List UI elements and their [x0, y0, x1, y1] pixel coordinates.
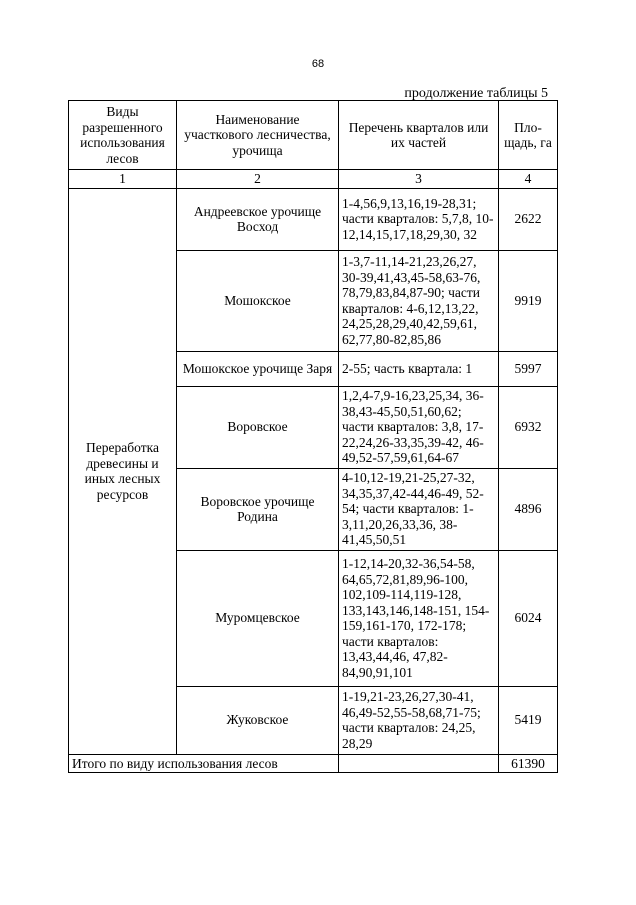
forestry-name: Муромцевское [177, 550, 339, 686]
table-header-row [69, 101, 558, 170]
header-area: Пло-щадь, га [499, 101, 558, 170]
quarters-list: 4-10,12-19,21-25,27-32, 34,35,37,42-44,46-49, 52-54; части кварталов: 1-3,11,20,26,33,36, 38-41,45,50,51 [339, 468, 499, 550]
forestry-name: Мошокское [177, 250, 339, 351]
area-value: 4896 [499, 468, 558, 550]
quarters-list: 1-3,7-11,14-21,23,26,27, 30-39,41,43,45-58,63-76, 78,79,83,84,87-90; части кварталов: 4-6,12,13,22, 24,25,28,29,40,42,59,61, 62,77,80-82,85,86 [339, 250, 499, 351]
table-row [69, 188, 558, 250]
total-empty-cell [339, 754, 499, 773]
usage-type-cell: Переработка древесины и иных лесных ресурсов [69, 188, 177, 754]
forestry-name: Андреевское урочище Восход [177, 188, 339, 250]
area-value: 2622 [499, 188, 558, 250]
area-value: 6024 [499, 550, 558, 686]
header-usage-type: Виды разрешенного использования лесов [69, 101, 177, 170]
column-number: 1 [69, 170, 177, 189]
forestry-name: Воровское урочище Родина [177, 468, 339, 550]
area-value: 5419 [499, 686, 558, 754]
page-number: 68 [311, 58, 325, 70]
table-continuation-caption: продолжение таблицы 5 [404, 86, 548, 101]
quarters-list: 1-12,14-20,32-36,54-58, 64,65,72,81,89,96-100, 102,109-114,119-128, 133,143,146,148-151, 154-159,161-170, 172-178; части кварталов: 13,43,44,46, 47,82-84,90,91,101 [339, 550, 499, 686]
column-number: 3 [339, 170, 499, 189]
header-quarters-list: Перечень кварталов или их частей [339, 101, 499, 170]
quarters-list: 1-19,21-23,26,27,30-41, 46,49-52,55-58,68,71-75; части кварталов: 24,25, 28,29 [339, 686, 499, 754]
total-label: Итого по виду использования лесов [69, 754, 339, 773]
forest-usage-table [68, 100, 558, 773]
quarters-list: 1-4,56,9,13,16,19-28,31; части кварталов: 5,7,8, 10-12,14,15,17,18,29,30, 32 [339, 188, 499, 250]
header-forestry-name: Наименование участкового лесничества, урочища [177, 101, 339, 170]
area-value: 5997 [499, 351, 558, 386]
column-number: 2 [177, 170, 339, 189]
forestry-name: Воровское [177, 386, 339, 468]
forestry-name: Мошокское урочище Заря [177, 351, 339, 386]
forestry-name: Жуковское [177, 686, 339, 754]
quarters-list: 1,2,4-7,9-16,23,25,34, 36-38,43-45,50,51,60,62; части кварталов: 3,8, 17-22,24,26-33,35,39-42, 46-49,52-57,59,61,64-67 [339, 386, 499, 468]
area-value: 9919 [499, 250, 558, 351]
total-row [69, 754, 558, 773]
quarters-list: 2-55; часть квартала: 1 [339, 351, 499, 386]
area-value: 6932 [499, 386, 558, 468]
column-number-row [69, 170, 558, 189]
total-area-value: 61390 [499, 754, 558, 773]
column-number: 4 [499, 170, 558, 189]
